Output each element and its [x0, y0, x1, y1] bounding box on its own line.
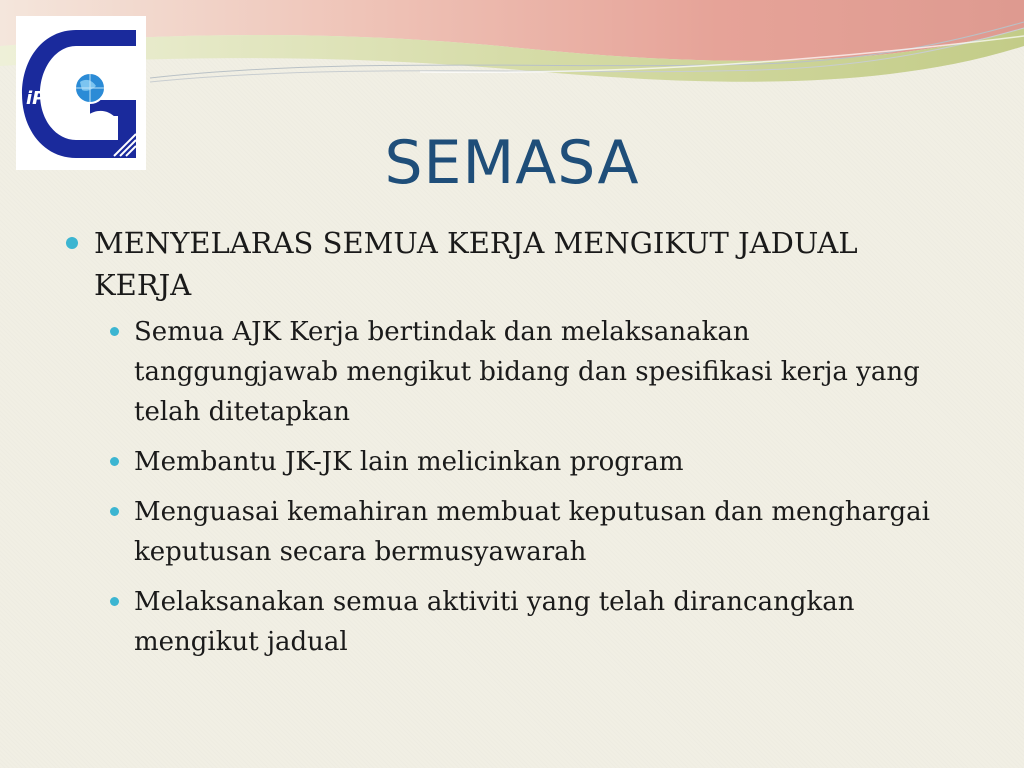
slide-title: SEMASA [384, 128, 640, 198]
sub-bullet-list [60, 312, 960, 662]
sub-bullet [60, 442, 960, 482]
slide-body [60, 222, 960, 672]
decorative-wave [0, 0, 1024, 110]
bullet-dot-icon [110, 457, 119, 466]
sub-bullet-text: Menguasai kemahiran membuat keputusan dan menghargai keputusan secara bermusyawarah [134, 497, 930, 567]
sub-bullet [60, 492, 960, 572]
sub-bullet [60, 582, 960, 662]
logo-text: iPG [26, 88, 61, 109]
bullet-dot-icon [66, 237, 78, 249]
bullet-level1 [60, 222, 960, 306]
sub-bullet-text: Melaksanakan semua aktiviti yang telah dirancangkan mengikut jadual [134, 587, 855, 657]
sub-bullet [60, 312, 960, 432]
bullet-dot-icon [110, 507, 119, 516]
sub-bullet-text: Semua AJK Kerja bertindak dan melaksanakan tanggungjawab mengikut bidang dan spesifikasi kerja yang telah ditetapkan [134, 317, 920, 427]
bullet-dot-icon [110, 597, 119, 606]
bullet-text: MENYELARAS SEMUA KERJA MENGIKUT JADUAL KERJA [94, 226, 858, 302]
sub-bullet-text: Membantu JK-JK lain melicinkan program [134, 447, 684, 477]
bullet-dot-icon [110, 327, 119, 336]
